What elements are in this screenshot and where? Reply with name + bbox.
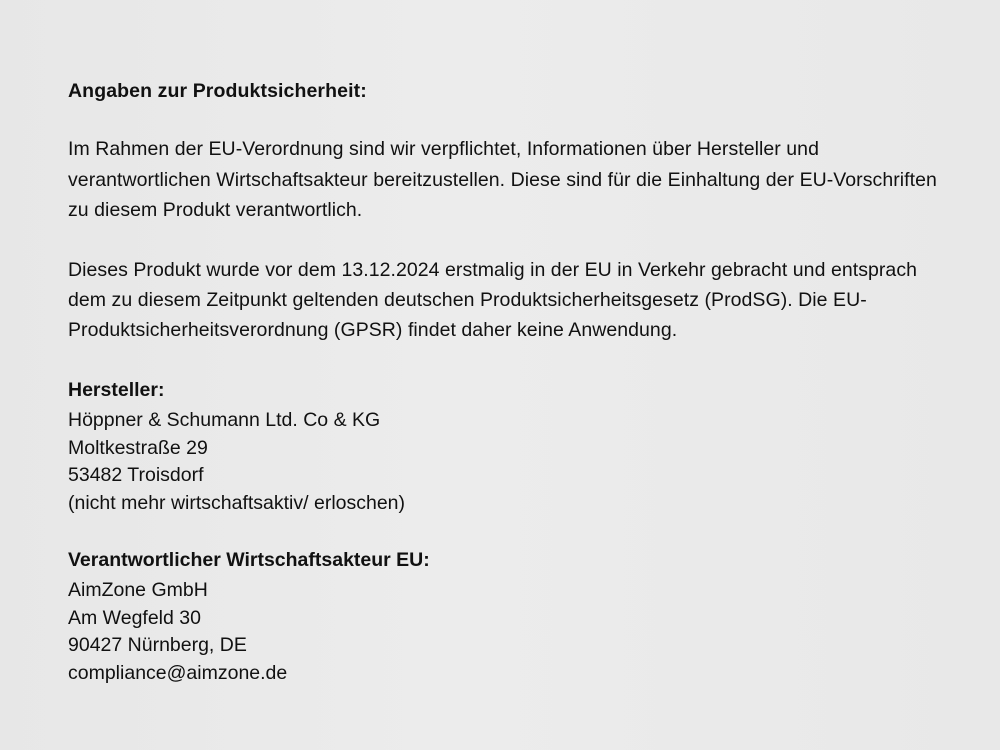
responsible-operator-name: AimZone GmbH	[68, 578, 208, 601]
responsible-operator-block	[68, 546, 940, 688]
document-body	[68, 78, 940, 688]
manufacturer-title: Hersteller:	[68, 378, 165, 401]
manufacturer-city: 53482 Troisdorf	[68, 464, 204, 487]
responsible-operator-city: 90427 Nürnberg, DE	[68, 634, 247, 657]
intro-paragraph: Im Rahmen der EU-Verordnung sind wir verpflichtet, Informationen über Hersteller und verantwortlichen Wirtschaftsakteur bereitzustellen. Diese sind für die Einhaltung der EU-Vorschriften zu diesem Produkt verantwortlich.	[68, 138, 937, 221]
gpsr-paragraph: Dieses Produkt wurde vor dem 13.12.2024 erstmalig in der EU in Verkehr gebracht und entsprach dem zu diesem Zeitpunkt geltenden deutschen Produktsicherheitsgesetz (ProdSG). Die EU-Produktsicherheitsverordnung (GPSR) findet daher keine Anwendung.	[68, 258, 918, 342]
responsible-operator-email: compliance@aimzone.de	[68, 661, 288, 684]
page-title: Angaben zur Produktsicherheit:	[68, 80, 367, 102]
manufacturer-street: Moltkestraße 29	[68, 436, 208, 459]
manufacturer-name: Höppner & Schumann Ltd. Co & KG	[68, 408, 381, 431]
manufacturer-block	[68, 376, 940, 518]
manufacturer-status: (nicht mehr wirtschaftsaktiv/ erloschen)	[68, 491, 406, 514]
responsible-operator-street: Am Wegfeld 30	[68, 606, 201, 629]
responsible-operator-title: Verantwortlicher Wirtschaftsakteur EU:	[68, 548, 430, 571]
